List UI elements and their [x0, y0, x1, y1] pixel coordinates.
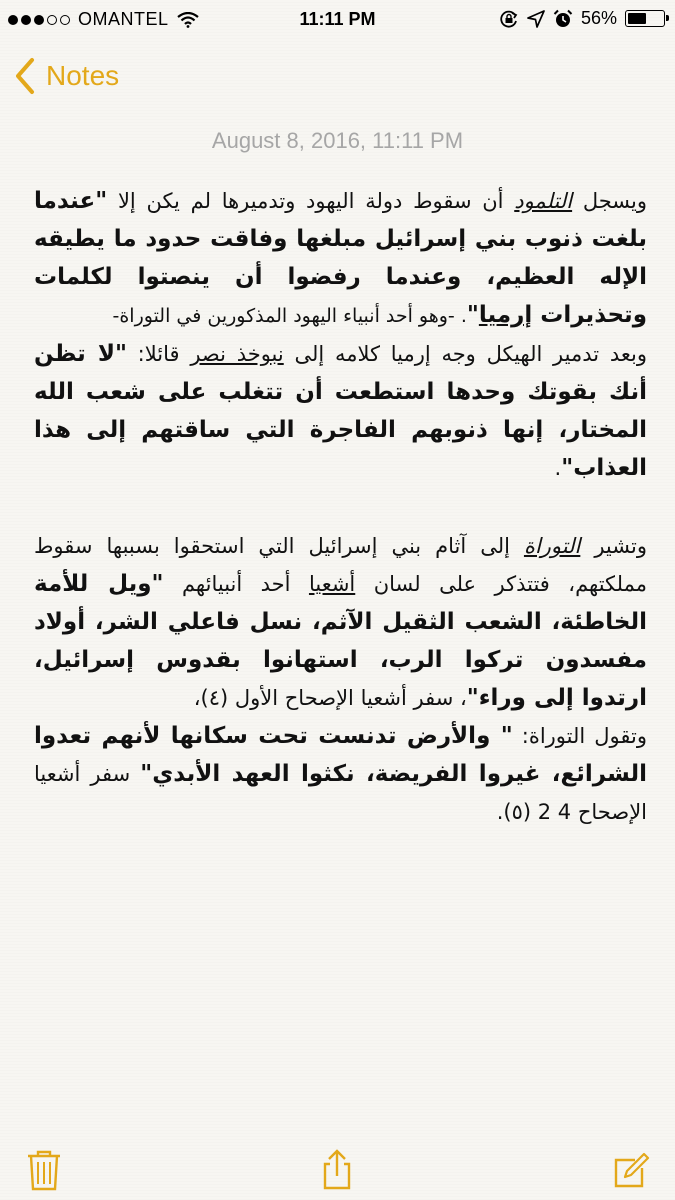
trash-icon — [24, 1148, 64, 1192]
note-paragraph-2 — [34, 335, 647, 487]
bold-quote: "ويل للأمة الخاطئة، الشعب الثقيل الآثم، نسل فاعلي الشر، أولاد مفسدون تركوا الرب، استهانوا بقدوس إسرائيل، ارتدوا إلى وراء" — [34, 571, 647, 711]
share-note-button[interactable] — [317, 1148, 357, 1192]
compose-note-button[interactable] — [611, 1148, 651, 1192]
torah-term: التوراة — [523, 534, 581, 558]
text-segment: وتشير — [580, 534, 647, 558]
note-paragraph-3 — [34, 527, 647, 717]
text-segment: . — [554, 456, 562, 480]
text-segment: وتقول التوراة: — [512, 724, 647, 748]
status-time: 11:11 PM — [299, 9, 376, 29]
paragraph-gap — [34, 487, 647, 527]
text-segment: إلى آثام بني إسرائيل التي استحقوا بسببها سقوط مملكتهم، فتتذكر على لسان — [34, 534, 647, 596]
text-segment: ويسجل — [572, 189, 647, 213]
text-segment: سفر أشعيا الإصحاح 4 2 (٥). — [34, 762, 647, 824]
bold-quote-end: " — [466, 302, 479, 328]
text-segment: ، سفر أشعيا الإصحاح الأول (٤)، — [193, 686, 467, 710]
isaiah-term: أشعيا — [308, 572, 356, 596]
notes-back-button[interactable] — [14, 54, 119, 98]
note-paragraph-1 — [34, 182, 647, 335]
note-paragraph-4 — [34, 717, 647, 831]
alarm-clock-icon — [553, 9, 573, 29]
chevron-left-icon — [14, 57, 36, 95]
text-segment: . -وهو أحد أنبياء اليهود المذكورين في التوراة- — [112, 305, 467, 327]
nebuchadnezzar-term: نبوخذ نصر — [190, 342, 284, 366]
text-segment: أن سقوط دولة اليهود وتدميرها لم يكن إلا — [107, 189, 515, 213]
bold-quote: " والأرض تدنست تحت سكانها لأنهم تعدوا الشرائع، غيروا الفريضة، نكثوا العهد الأبدي" — [34, 723, 647, 787]
text-segment: أحد أنبيائهم — [163, 572, 309, 596]
note-date: August 8, 2016, 11:11 PM — [211, 128, 464, 153]
delete-note-button[interactable] — [24, 1148, 64, 1192]
status-right — [499, 8, 665, 29]
bottom-toolbar — [0, 1136, 675, 1200]
status-bar — [0, 0, 675, 38]
battery-percent: 56% — [580, 8, 617, 28]
back-label: Notes — [46, 60, 120, 91]
carrier-name: OMANTEL — [78, 9, 169, 29]
bold-quote: "لا تظن أنك بقوتك وحدها استطعت أن تتغلب على شعب الله المختار، إنها ذنوبهم الفاجرة التي ساقتهم إلى هذا العذاب" — [34, 341, 647, 481]
bold-quote: "عندما بلغت ذنوب بني إسرائيل مبلغها وفاقت حدود ما يطيقه الإله العظيم، وعندما رفضوا أن ينصتوا لكلمات وتحذيرات — [34, 188, 647, 328]
battery-level-fill — [628, 13, 646, 24]
battery-icon — [625, 10, 665, 27]
note-body[interactable] — [34, 182, 647, 831]
jeremiah-term: إرميا — [478, 302, 533, 328]
rotation-lock-icon — [499, 9, 519, 29]
location-arrow-icon — [527, 10, 545, 28]
talmud-term: التلمود — [514, 189, 573, 213]
share-icon — [317, 1148, 357, 1192]
text-segment: وبعد تدمير الهيكل وجه إرميا كلامه إلى — [283, 342, 647, 366]
compose-icon — [611, 1148, 651, 1192]
text-segment: قائلا: — [126, 342, 191, 366]
